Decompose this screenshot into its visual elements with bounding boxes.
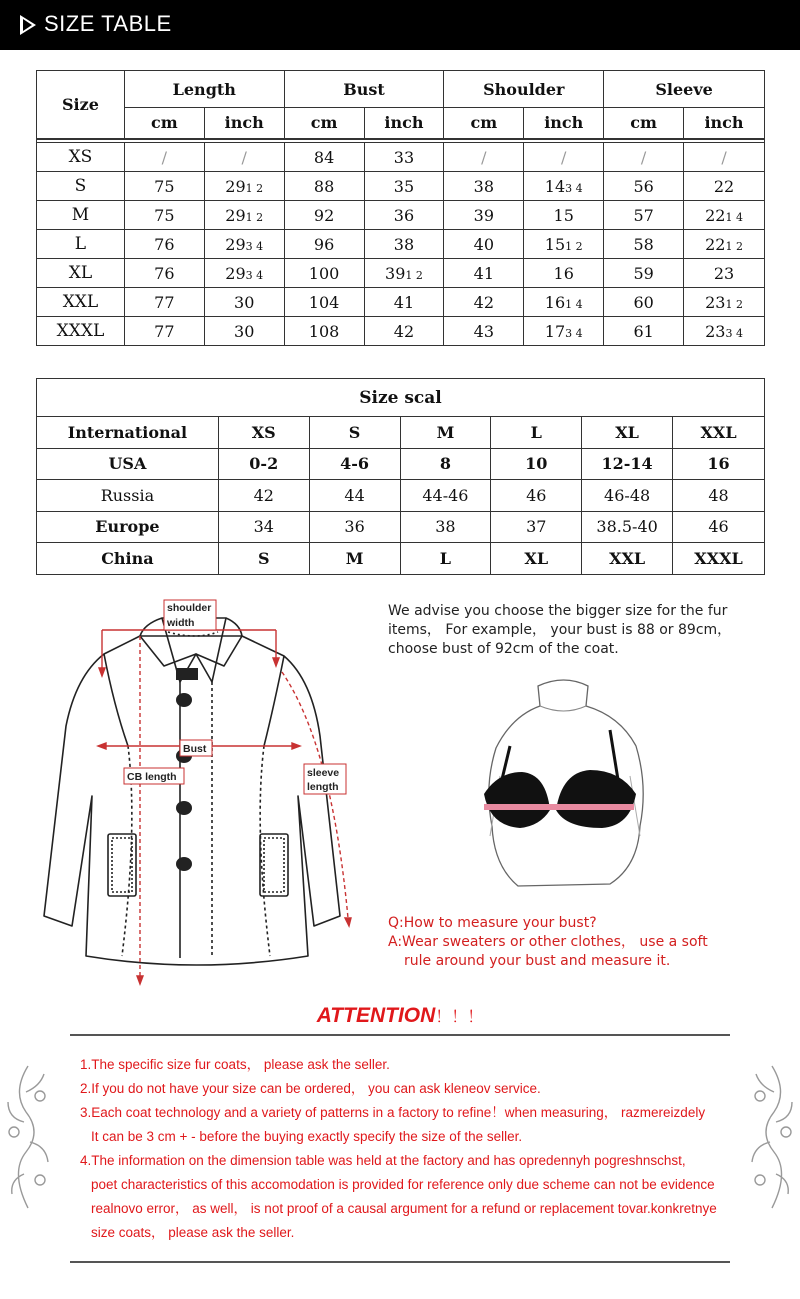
measure-cell bbox=[684, 259, 765, 288]
measure-cell bbox=[524, 201, 604, 230]
advice-line: choose bust of 92cm of the coat. bbox=[388, 641, 619, 657]
measure-cell bbox=[604, 288, 684, 317]
measure-value: 92 bbox=[313, 205, 335, 225]
table-row bbox=[37, 230, 765, 259]
measure-value: 35 bbox=[393, 176, 415, 196]
measure-cell bbox=[444, 172, 524, 201]
measure-cell bbox=[684, 143, 765, 172]
measure-value: 15 bbox=[544, 234, 566, 254]
measure-cell bbox=[284, 172, 364, 201]
measure-value: 76 bbox=[154, 263, 175, 283]
measure-qa bbox=[388, 914, 788, 971]
measure-cell bbox=[604, 143, 684, 172]
measure-value: 29 bbox=[225, 176, 246, 196]
scale-header-cell: S bbox=[309, 417, 400, 449]
measure-value: 30 bbox=[234, 321, 255, 341]
floral-ornament-right-icon bbox=[748, 1062, 796, 1212]
scale-cell: 16 bbox=[673, 448, 765, 480]
attention-marks: ！！！ bbox=[435, 1009, 484, 1026]
measure-value: 29 bbox=[225, 263, 246, 283]
region-label: Europe bbox=[37, 511, 219, 543]
measure-cell bbox=[284, 230, 364, 259]
bust-label: Bust bbox=[183, 743, 207, 755]
measure-cell bbox=[524, 259, 604, 288]
table-row bbox=[37, 480, 765, 512]
scale-header-cell: M bbox=[400, 417, 491, 449]
size-cell: XS bbox=[37, 143, 125, 172]
measure-value: 75 bbox=[154, 205, 175, 225]
measure-value: 61 bbox=[633, 321, 654, 341]
scale-cell: L bbox=[400, 543, 491, 575]
measure-cell bbox=[284, 259, 364, 288]
scale-header-cell: XS bbox=[218, 417, 309, 449]
coat-measurement-diagram bbox=[36, 596, 366, 986]
measure-cell bbox=[124, 143, 204, 172]
question-text: Q:How to measure your bust? bbox=[388, 915, 597, 931]
measure-value: 60 bbox=[633, 292, 654, 312]
sleeve-length-label: sleeve bbox=[307, 767, 340, 779]
scale-cell: XXL bbox=[582, 543, 673, 575]
measure-value: / bbox=[640, 147, 647, 167]
table-row bbox=[37, 317, 765, 346]
attention-heading bbox=[0, 1004, 800, 1028]
measure-value: 108 bbox=[308, 321, 340, 341]
divider-top bbox=[70, 1034, 730, 1036]
measure-cell bbox=[684, 172, 765, 201]
scale-cell: 38 bbox=[400, 511, 491, 543]
measure-cell bbox=[604, 172, 684, 201]
measure-cell bbox=[684, 201, 765, 230]
unit-header: cm bbox=[604, 108, 684, 139]
measure-value: 17 bbox=[544, 321, 566, 341]
measure-cell bbox=[204, 172, 284, 201]
measure-cell bbox=[524, 317, 604, 346]
advice-line: We advise you choose the bigger size for the fur bbox=[388, 603, 728, 619]
measure-value: 76 bbox=[154, 234, 175, 254]
play-triangle-icon bbox=[20, 15, 36, 35]
measure-cell bbox=[124, 201, 204, 230]
measure-cell bbox=[364, 317, 444, 346]
measure-cell bbox=[124, 259, 204, 288]
measure-cell bbox=[684, 317, 765, 346]
note-line: 3.Each coat technology and a variety of patterns in a factory to refine！when measuring， razmereizdely bbox=[80, 1105, 706, 1120]
scale-cell: XXXL bbox=[673, 543, 765, 575]
measure-value: 33 bbox=[393, 147, 415, 167]
measure-value: 15 bbox=[553, 205, 574, 225]
unit-header: cm bbox=[284, 108, 364, 139]
scale-cell: 42 bbox=[218, 480, 309, 512]
attention-notes bbox=[80, 1053, 740, 1245]
region-label: Russia bbox=[37, 480, 219, 512]
measure-cell bbox=[524, 288, 604, 317]
measure-value: 38 bbox=[473, 176, 495, 196]
measure-value: 88 bbox=[313, 176, 335, 196]
table-row bbox=[37, 259, 765, 288]
measure-cell bbox=[284, 288, 364, 317]
table-row bbox=[37, 143, 765, 172]
measure-value: / bbox=[241, 147, 247, 167]
bust-header: Bust bbox=[284, 71, 444, 108]
measure-cell bbox=[604, 230, 684, 259]
international-header: International bbox=[37, 417, 219, 449]
measure-value: 16 bbox=[544, 292, 566, 312]
measure-cell bbox=[124, 317, 204, 346]
measure-value: 77 bbox=[154, 292, 175, 312]
measure-value: 36 bbox=[393, 205, 415, 225]
unit-header: inch bbox=[364, 108, 444, 139]
measure-value: 75 bbox=[154, 176, 175, 196]
unit-header: inch bbox=[204, 108, 284, 139]
scale-cell: 38.5-40 bbox=[582, 511, 673, 543]
measure-cell bbox=[204, 317, 284, 346]
fraction-value: 1 2 bbox=[725, 297, 743, 311]
table-row bbox=[37, 543, 765, 575]
fraction-value: 1 2 bbox=[245, 210, 264, 224]
advice-text bbox=[388, 602, 768, 659]
fraction-value: 1 4 bbox=[725, 210, 743, 224]
measure-value: / bbox=[481, 147, 487, 167]
measure-value: 100 bbox=[308, 263, 340, 283]
measure-value: 29 bbox=[225, 205, 246, 225]
page-title: SIZE TABLE bbox=[44, 11, 172, 36]
advice-line: items， For example， your bust is 88 or 89cm， bbox=[388, 622, 732, 638]
answer-text: A:Wear sweaters or other clothes， use a soft bbox=[388, 934, 708, 950]
measure-cell bbox=[284, 317, 364, 346]
fraction-value: 3 4 bbox=[245, 239, 264, 253]
measure-cell bbox=[204, 143, 284, 172]
measure-cell bbox=[204, 288, 284, 317]
measure-value: 58 bbox=[633, 234, 654, 254]
measure-value: / bbox=[721, 147, 727, 167]
note-line: 1.The specific size fur coats， please ask the seller. bbox=[80, 1057, 390, 1072]
fraction-value: 3 4 bbox=[725, 326, 743, 340]
measure-cell bbox=[444, 288, 524, 317]
measure-value: 23 bbox=[705, 321, 726, 341]
measure-value: 104 bbox=[308, 292, 340, 312]
measure-cell bbox=[204, 259, 284, 288]
measure-cell bbox=[124, 288, 204, 317]
scale-cell: 10 bbox=[491, 448, 582, 480]
scale-cell: XL bbox=[491, 543, 582, 575]
measure-value: 23 bbox=[705, 292, 726, 312]
table-row bbox=[37, 172, 765, 201]
note-line: size coats， please ask the seller. bbox=[91, 1225, 295, 1240]
answer-text: rule around your bust and measure it. bbox=[404, 953, 671, 969]
measure-value: 22 bbox=[705, 205, 726, 225]
scale-cell: 46 bbox=[673, 511, 765, 543]
scale-header-cell: XXL bbox=[673, 417, 765, 449]
fraction-value: 3 4 bbox=[565, 181, 583, 195]
size-cell: M bbox=[37, 201, 125, 230]
measure-cell bbox=[204, 230, 284, 259]
measure-cell bbox=[364, 230, 444, 259]
attention-title: ATTENTION bbox=[316, 1004, 436, 1027]
unit-header: cm bbox=[444, 108, 524, 139]
fraction-value: 1 2 bbox=[565, 239, 583, 253]
cb-length-label: CB length bbox=[127, 771, 177, 783]
scale-cell: 48 bbox=[673, 480, 765, 512]
scale-cell: 46 bbox=[491, 480, 582, 512]
size-table bbox=[36, 70, 765, 346]
fraction-value: 1 2 bbox=[725, 239, 743, 253]
measure-value: / bbox=[561, 147, 567, 167]
scale-header-cell: XL bbox=[582, 417, 673, 449]
measure-cell bbox=[364, 288, 444, 317]
fraction-value: 1 4 bbox=[565, 297, 583, 311]
measure-cell bbox=[524, 172, 604, 201]
sleeve-length-label: length bbox=[307, 781, 339, 793]
scale-cell: 44 bbox=[309, 480, 400, 512]
measure-value: 41 bbox=[393, 292, 415, 312]
scale-cell: 46-48 bbox=[582, 480, 673, 512]
note-line: realnovo error， as well， is not proof of a causal argument for a refund or replacement tovar.konkretnye bbox=[91, 1201, 717, 1216]
measure-cell bbox=[444, 201, 524, 230]
unit-header: cm bbox=[124, 108, 204, 139]
note-line: poet characteristics of this accomodation is provided for reference only due scheme can not be evidence bbox=[91, 1177, 715, 1192]
measure-cell bbox=[444, 317, 524, 346]
measure-value: 57 bbox=[633, 205, 654, 225]
measure-value: 16 bbox=[553, 263, 574, 283]
measure-value: 39 bbox=[385, 263, 406, 283]
measure-value: 84 bbox=[313, 147, 335, 167]
scale-header-cell: L bbox=[491, 417, 582, 449]
measure-cell bbox=[604, 259, 684, 288]
fraction-value: 3 4 bbox=[565, 326, 583, 340]
measure-cell bbox=[604, 317, 684, 346]
measure-value: 14 bbox=[544, 176, 566, 196]
note-line: It can be 3 cm + - before the buying exactly specify the size of the seller. bbox=[91, 1129, 523, 1144]
scale-cell: 37 bbox=[491, 511, 582, 543]
divider-bottom bbox=[70, 1261, 730, 1263]
table-row bbox=[37, 288, 765, 317]
measure-value: 41 bbox=[473, 263, 495, 283]
measure-cell bbox=[364, 143, 444, 172]
size-header: Size bbox=[37, 71, 125, 139]
unit-header: inch bbox=[684, 108, 765, 139]
length-header: Length bbox=[124, 71, 284, 108]
measure-cell bbox=[684, 288, 765, 317]
table-row bbox=[37, 511, 765, 543]
fraction-value: 3 4 bbox=[245, 268, 264, 282]
measure-value: 42 bbox=[393, 321, 415, 341]
scale-cell: 44-46 bbox=[400, 480, 491, 512]
mannequin-bust-image bbox=[470, 676, 660, 892]
measure-value: 40 bbox=[473, 234, 495, 254]
measure-value: 23 bbox=[713, 263, 735, 283]
size-cell: XXXL bbox=[37, 317, 125, 346]
measure-value: 59 bbox=[633, 263, 654, 283]
measure-cell bbox=[444, 259, 524, 288]
measure-cell bbox=[284, 201, 364, 230]
fraction-value: 1 2 bbox=[405, 268, 423, 282]
scale-cell: 8 bbox=[400, 448, 491, 480]
measure-value: 96 bbox=[313, 234, 335, 254]
scale-cell: M bbox=[309, 543, 400, 575]
measure-value: 22 bbox=[713, 176, 735, 196]
size-cell: XXL bbox=[37, 288, 125, 317]
measure-value: / bbox=[161, 147, 168, 167]
measure-cell bbox=[444, 143, 524, 172]
scale-cell: 4-6 bbox=[309, 448, 400, 480]
measure-cell bbox=[284, 143, 364, 172]
measure-cell bbox=[524, 230, 604, 259]
page-header bbox=[0, 0, 800, 50]
scale-cell: 0-2 bbox=[218, 448, 309, 480]
measure-cell bbox=[364, 172, 444, 201]
measure-cell bbox=[124, 230, 204, 259]
sleeve-header: Sleeve bbox=[604, 71, 765, 108]
size-scale-table bbox=[36, 378, 765, 575]
floral-ornament-left-icon bbox=[4, 1062, 52, 1212]
measure-value: 29 bbox=[225, 234, 246, 254]
table-row bbox=[37, 201, 765, 230]
scale-cell: S bbox=[218, 543, 309, 575]
fraction-value: 1 2 bbox=[245, 181, 264, 195]
note-line: 2.If you do not have your size can be ordered， you can ask kleneov service. bbox=[80, 1081, 541, 1096]
measure-cell bbox=[684, 230, 765, 259]
measure-value: 22 bbox=[705, 234, 726, 254]
scale-cell: 36 bbox=[309, 511, 400, 543]
size-scale-caption: Size scal bbox=[37, 379, 765, 417]
size-cell: S bbox=[37, 172, 125, 201]
measure-cell bbox=[124, 172, 204, 201]
region-label: China bbox=[37, 543, 219, 575]
size-cell: L bbox=[37, 230, 125, 259]
measure-value: 42 bbox=[473, 292, 495, 312]
size-cell: XL bbox=[37, 259, 125, 288]
measure-cell bbox=[364, 259, 444, 288]
unit-header: inch bbox=[524, 108, 604, 139]
measure-cell bbox=[364, 201, 444, 230]
measure-value: 30 bbox=[234, 292, 255, 312]
measure-cell bbox=[204, 201, 284, 230]
measure-value: 56 bbox=[633, 176, 654, 196]
table-row bbox=[37, 448, 765, 480]
measure-value: 43 bbox=[473, 321, 495, 341]
measure-cell bbox=[604, 201, 684, 230]
shoulder-width-label: width bbox=[167, 617, 195, 629]
scale-cell: 34 bbox=[218, 511, 309, 543]
region-label: USA bbox=[37, 448, 219, 480]
scale-cell: 12-14 bbox=[582, 448, 673, 480]
shoulder-header: Shoulder bbox=[444, 71, 604, 108]
measure-value: 39 bbox=[473, 205, 495, 225]
measure-value: 77 bbox=[154, 321, 175, 341]
measure-cell bbox=[524, 143, 604, 172]
shoulder-width-label: shoulder bbox=[167, 602, 212, 614]
measure-value: 38 bbox=[393, 234, 415, 254]
note-line: 4.The information on the dimension table was held at the factory and has opredennyh pogreshnschst, bbox=[80, 1153, 686, 1168]
measure-cell bbox=[444, 230, 524, 259]
